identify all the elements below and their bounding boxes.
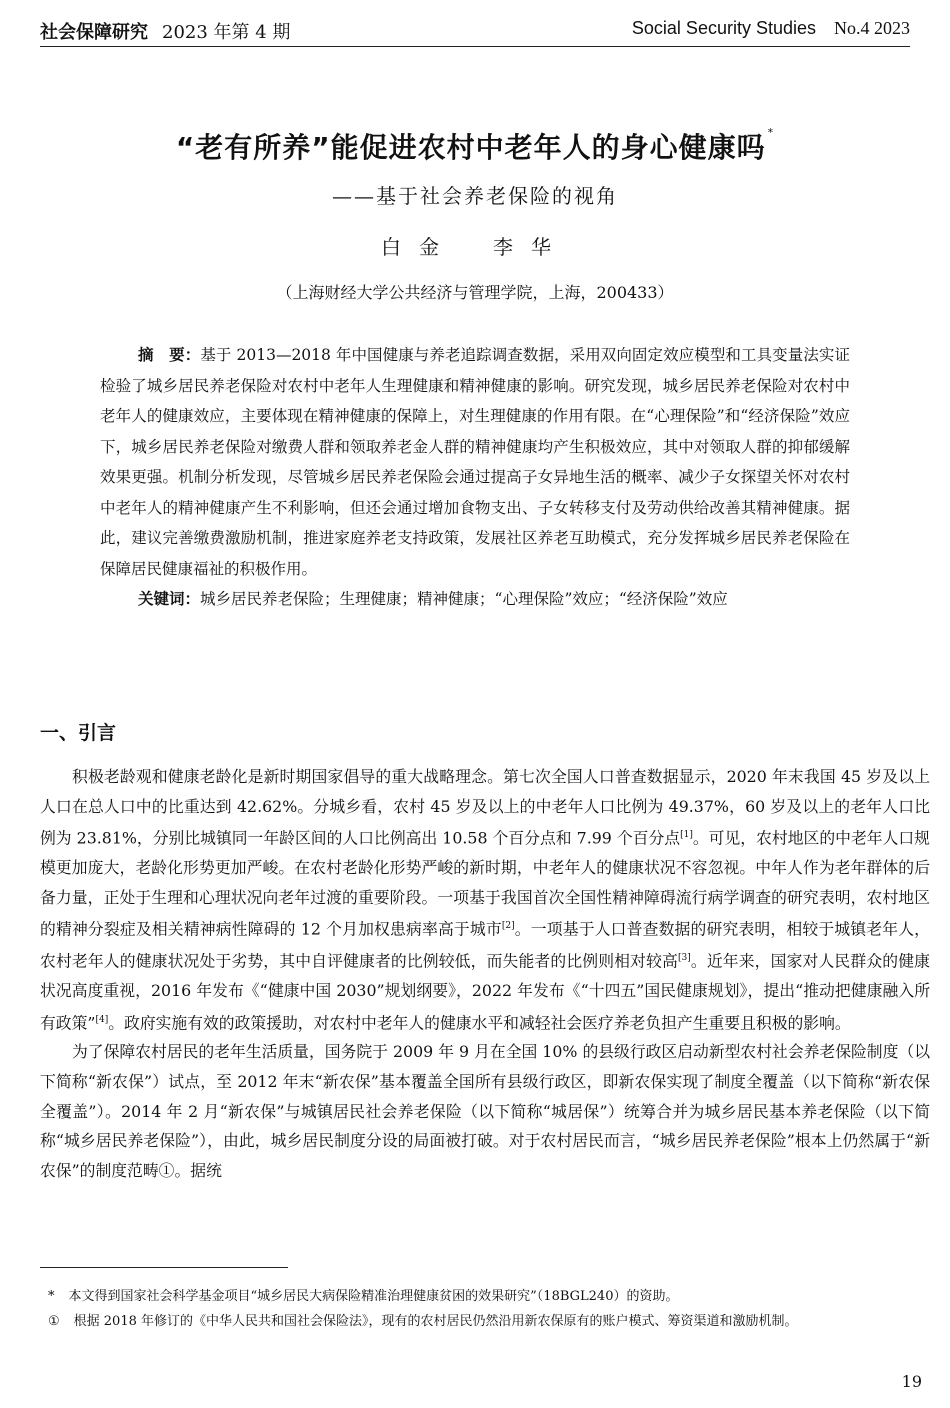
keywords-text: 城乡居民养老保险；生理健康；精神健康；“心理保险”效应；“经济保险”效应 xyxy=(200,590,728,608)
footnote-rule xyxy=(40,1267,288,1268)
authors xyxy=(0,231,950,260)
header-rule xyxy=(40,46,910,47)
keywords xyxy=(100,584,850,615)
author-1: 白金 xyxy=(381,235,457,259)
abstract xyxy=(100,340,850,584)
citation-4: [4] xyxy=(95,1014,109,1025)
footnote-mark-star: * xyxy=(48,1289,55,1304)
paragraph-2: 为了保障农村居民的老年生活质量，国务院于 2009 年 9 月在全国 10% 的县级行政区启动新型农村社会养老保险制度（以下简称“新农保”）试点，至 2012 年末“新农保”基本覆盖全国所有县级行政区，即新农保实现了制度全覆盖（以下简称“新农保全覆盖”）。2014 年 2 月“新农保”与城镇居民社会养老保险（以下简称“城居保”）统筹合并为城乡居民基本养老保险（以下简称“城乡居民养老保险”），由此，城乡居民制度分设的局面被打破。对于农村居民而言，“城乡居民养老保险”根本上仍然属于“新农保”的制度范畴①。据统 xyxy=(40,1042,930,1180)
citation-3: [3] xyxy=(677,953,691,964)
header-right xyxy=(632,18,910,39)
footnote-ref-1: ① xyxy=(158,1160,175,1180)
title-footnote-mark: * xyxy=(767,126,775,139)
body-text xyxy=(40,762,930,1185)
footnote-mark-1: ① xyxy=(48,1314,60,1329)
issue-cn: 2023 年第 4 期 xyxy=(162,22,291,43)
citation-2: [2] xyxy=(501,921,515,932)
issue-en: No.4 2023 xyxy=(834,18,910,38)
abstract-label: 摘 要： xyxy=(138,346,201,364)
article-subtitle: ——基于社会养老保险的视角 xyxy=(332,184,618,208)
header-left xyxy=(40,18,290,44)
affiliation: （上海财经大学公共经济与管理学院，上海，200433） xyxy=(276,283,674,302)
paragraph-1: 积极老龄观和健康老龄化是新时期国家倡导的重大战略理念。第七次全国人口普查数据显示，2020 年末我国 45 岁及以上人口在总人口中的比重达到 42.62%。分城乡看，农村 45 岁及以上的中老年人口比例为 49.37%，60 岁及以上的老年人口比例为 23.81%，分别比城镇同一年龄区间的人口比例高出 10.58 个百分点和 7.99 个百分点[1]。可见，农村地区的中老年人口规模更加庞大，老龄化形势更加严峻。在农村老龄化形势严峻的新时期，中老年人的健康状况不容忽视。中年人作为老年群体的后备力量，正处于生理和心理状况向老年过渡的重要阶段。一项基于我国首次全国性精神障碍流行病学调查的研究表明，农村地区的精神分裂症及相关精神病性障碍的 12 个月加权患病率高于城市[2]。一项基于人口普查数据的研究表明，相较于城镇老年人，农村老年人的健康状况处于劣势，其中自评健康者的比例较低，而失能者的比例则相对较高[3]。近年来，国家对人民群众的健康状况高度重视，2016 年发布《“健康中国 2030”规划纲要》，2022 年发布《“十四五”国民健康规划》，提出“推动把健康融入所有政策”[4]。政府实施有效的政策援助，对农村中老年人的健康水平和减轻社会医疗养老负担产生重要且积极的影响。 xyxy=(40,767,930,1032)
keywords-label: 关键词： xyxy=(138,590,201,608)
section-heading: 一、引言 xyxy=(40,722,117,744)
footnote-1: ① 根据 2018 年修订的《中华人民共和国社会保险法》，现有的农村居民仍然沿用新农保原有的账户模式、筹资渠道和激励机制。 xyxy=(48,1314,798,1329)
abstract-block xyxy=(100,340,850,615)
page-number: 19 xyxy=(901,1372,922,1391)
journal-name-en: Social Security Studies xyxy=(631,18,816,38)
article-title: “老有所养”能促进农村中老年人的身心健康吗 * xyxy=(175,126,775,164)
citation-1: [1] xyxy=(680,830,693,841)
author-2: 李华 xyxy=(493,235,569,259)
abstract-text: 基于 2013—2018 年中国健康与养老追踪调查数据，采用双向固定效应模型和工具变量法实证检验了城乡居民养老保险对农村中老年人生理健康和精神健康的影响。研究发现，城乡居民养老保险对农村中老年人的健康效应，主要体现在精神健康的保障上，对生理健康的作用有限。在“心理保险”和“经济保险”效应下，城乡居民养老保险对缴费人群和领取养老金人群的精神健康均产生积极效应，其中对领取人群的抑郁缓解效果更强。机制分析发现，尽管城乡居民养老保险会通过提高子女异地生活的概率、减少子女探望关怀对农村中老年人的精神健康产生不利影响，但还会通过增加食物支出、子女转移支付及劳动供给改善其精神健康。据此，建议完善缴费激励机制，推进家庭养老支持政策，发展社区养老互助模式，充分发挥城乡居民养老保险在保障居民健康福祉的积极作用。 xyxy=(100,346,850,578)
running-header xyxy=(40,14,910,42)
journal-name-cn: 社会保障研究 xyxy=(40,22,148,43)
footnote-funding: * 本文得到国家社会科学基金项目“城乡居民大病保险精准治理健康贫困的效果研究”（18BGL240）的资助。 xyxy=(48,1289,679,1304)
